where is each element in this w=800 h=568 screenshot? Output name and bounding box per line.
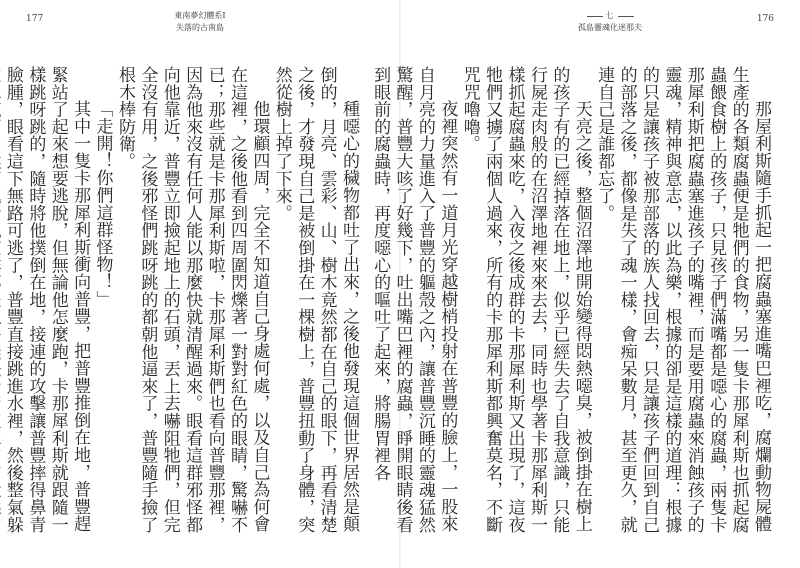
dialogue-line: 「走開！你們這群怪物！」 <box>92 100 113 308</box>
left-page-number: 177 <box>26 14 44 24</box>
right-page-text <box>370 66 772 544</box>
right-page-number: 176 <box>756 14 774 24</box>
paragraph: 他環顧四周，完全不知道自己身處何處，以及自己為何會在這裡，之後他看到四周圍閃爍著一對對紅色的眼睛，驚嚇不已；那些就是卡那犀利斯啦，卡那犀利斯們也看向普豐那裡，因為他來沒有任何人能以那麼快就清醒過來。眼看這群邪怪都向他靠近，普豐立即撿起地上的石頭，丟上去嚇阻牠們，但完全沒有用，之後邪怪們跳呀跳的都朝他逼來了，普豐隨手撿了根木棒防衛。 <box>114 66 270 534</box>
left-page-text <box>2 66 360 544</box>
paragraph: 那屋利斯隨手抓起一把腐蟲塞進嘴巴裡吃，腐爛動物屍體生產的各類腐蟲便是牠們的食物，另一隻卡那犀利斯也抓起腐蟲餵食樹上的孩子，只見孩子們滿嘴都是噁心的腐蟲，兩隻卡那犀利斯把腐蟲塞進孩子的嘴裡，而是要用腐蟲來消蝕孩子的靈魂，精神與意志，以此為樂，根據的卻是這樣的道理：根據的只是讓孩子被那部落的族人找回去，只是讓孩子們回到自己的部落之後，都像是失了魂一樣，會痴呆數月，甚至更久，就連自己是誰都忘了。 <box>594 66 771 534</box>
chapter-title: 孤島靈魂化迷那夫 <box>578 23 642 32</box>
chapter-number: 七 <box>570 10 650 22</box>
series-title: 東南夢幻體系Ⅰ <box>174 11 226 20</box>
paragraph: 天亮之後，整個沼澤地開始變得悶熱噁臭，被倒掛在樹上的孩子有的已經掉落在地上，似乎已經失去了自我意識，只能行屍走肉般的在沼澤地裡來來去去，同時也學著卡那犀利斯一樣抓起腐蟲來吃，入夜之後成群的卡那犀利斯又出現了，這夜牠們又擄了兩個人過來，所有的卡那犀利斯都興奮莫名，不斷咒咒嚕嚕。 <box>459 66 592 534</box>
right-running-head <box>570 10 650 34</box>
book-title: 失落的古南島 <box>176 23 224 32</box>
paragraph: 夜裡突然有一道月光穿越樹梢投射在普豐的臉上，一股來自月亮的力量進入了普豐的軀殼之內，讓普豐沉睡的靈魂猛然驚醒，普豐大咳了好幾下，吐出嘴巴裡的腐蟲，睜開眼睛後看到眼前的腐蟲時，再度噁心的嘔吐了起來，將腸胃裡各 <box>370 66 458 534</box>
paragraph: 種噁心的穢物都吐了出來，之後他發現這個世界居然是顛倒的，月亮、雲彩、山、樹木竟然都在自己的眼下，再看清楚之後，才發現自己是被倒掛在一棵樹上，普豐扭動了身體，突然從樹上掉了下來。 <box>271 66 359 534</box>
left-running-head <box>160 10 240 34</box>
paragraph: 其中一隻卡那犀利斯衝向普豐，把普豐推倒在地，普豐趕緊站了起來想要逃脫，但無論他怎麼跑，卡那犀利斯就跟隨一樣跳呀跳的，隨時將他撲倒在地，接連的攻擊讓普豐摔得鼻青臉腫，眼看這下無路可逃了，普豐直接跳進水裡，然後整氣躲 <box>2 66 91 534</box>
